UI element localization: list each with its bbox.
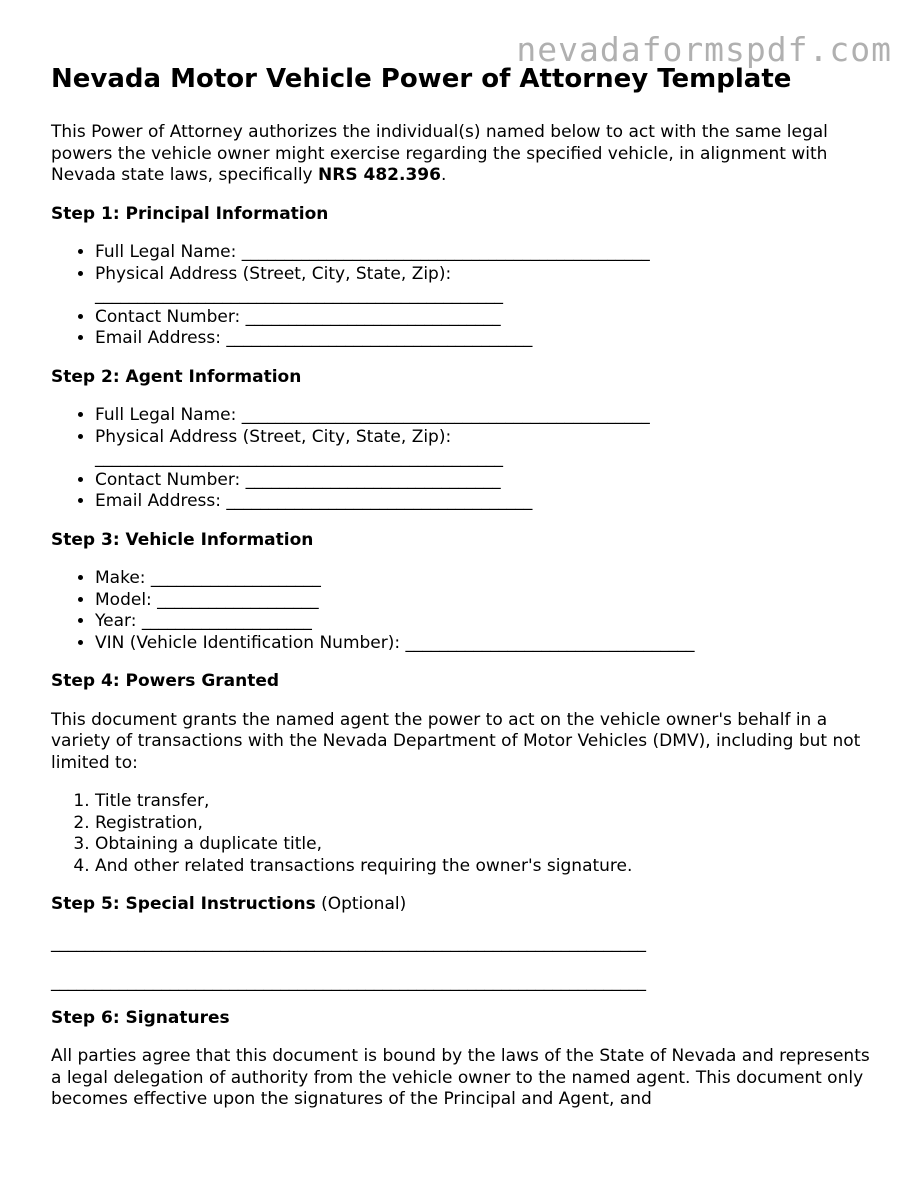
intro-paragraph bbox=[51, 122, 881, 187]
vehicle-info-list bbox=[51, 568, 881, 654]
power-item: 4. And other related transactions requiring the owner's signature. bbox=[95, 856, 881, 878]
agent-address-field[interactable]: • Physical Address (Street, City, State, Zip): ________________________________________________ bbox=[95, 427, 595, 470]
powers-paragraph: This document grants the named agent the power to act on the vehicle owner's behalf in a variety of transactions with the Nevada Department of Motor Vehicles (DMV), including but not limited to: bbox=[51, 709, 861, 773]
intro-text: This Power of Attorney authorizes the individual(s) named below to act with the same legal powers the vehicle owner might exercise regarding the specified vehicle, in alignment with Nevada state laws, specifically bbox=[51, 122, 828, 185]
step3-heading: Step 3: Vehicle Information bbox=[51, 529, 314, 550]
intro-end: . bbox=[440, 165, 447, 185]
power-item: 2. Registration, bbox=[95, 813, 881, 835]
agent-info-list bbox=[51, 405, 881, 513]
special-instructions-line[interactable]: ______________________________________________________________________ bbox=[51, 972, 646, 992]
signatures-paragraph: All parties agree that this document is bound by the laws of the State of Nevada and represents a legal delegation of authority from the vehicle owner to the named agent. This document only becomes effective upon the signatures of the Principal and Agent, and bbox=[51, 1046, 870, 1109]
document-page bbox=[51, 62, 881, 1128]
vehicle-year-field[interactable]: • Year: ____________________ bbox=[95, 611, 881, 633]
principal-contact-field[interactable]: • Contact Number: ______________________________ bbox=[95, 307, 881, 329]
step6-heading: Step 6: Signatures bbox=[51, 1007, 230, 1028]
agent-email-field[interactable]: • Email Address: ____________________________________ bbox=[95, 491, 881, 513]
agent-name-field[interactable]: • Full Legal Name: ________________________________________________ bbox=[95, 405, 881, 427]
power-item: 3. Obtaining a duplicate title, bbox=[95, 834, 881, 856]
power-item: 1. Title transfer, bbox=[95, 791, 881, 813]
step1-heading: Step 1: Principal Information bbox=[51, 203, 329, 224]
vehicle-make-field[interactable]: • Make: ____________________ bbox=[95, 568, 881, 590]
statute-reference: NRS 482.396 bbox=[318, 165, 441, 185]
principal-name-field[interactable]: • Full Legal Name: ________________________________________________ bbox=[95, 242, 881, 264]
agent-contact-field[interactable]: • Contact Number: ______________________________ bbox=[95, 470, 881, 492]
special-instructions-line[interactable]: ______________________________________________________________________ bbox=[51, 932, 646, 953]
vehicle-model-field[interactable]: • Model: ___________________ bbox=[95, 590, 881, 612]
powers-list bbox=[51, 791, 881, 877]
principal-address-field[interactable]: • Physical Address (Street, City, State, Zip): ________________________________________________ bbox=[95, 264, 595, 307]
step5-heading bbox=[51, 894, 881, 916]
step2-heading: Step 2: Agent Information bbox=[51, 366, 302, 387]
principal-email-field[interactable]: • Email Address: ____________________________________ bbox=[95, 328, 881, 350]
optional-label: (Optional) bbox=[315, 894, 407, 914]
page-title: Nevada Motor Vehicle Power of Attorney Template bbox=[51, 64, 792, 94]
principal-info-list bbox=[51, 242, 881, 350]
vehicle-vin-field[interactable]: • VIN (Vehicle Identification Number): __________________________________ bbox=[95, 633, 881, 655]
step5-title: Step 5: Special Instructions bbox=[51, 894, 316, 914]
step4-heading: Step 4: Powers Granted bbox=[51, 671, 280, 691]
watermark: nevadaformspdf.com bbox=[516, 30, 892, 69]
